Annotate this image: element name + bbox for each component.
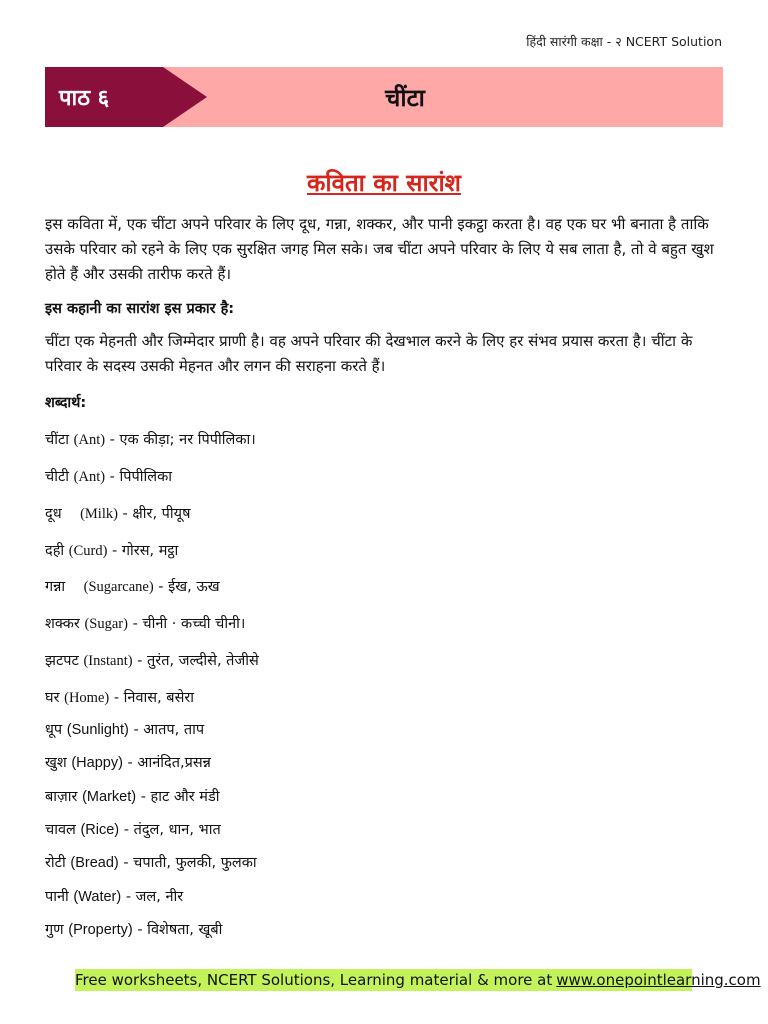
vocab-word: धूप bbox=[45, 722, 63, 738]
vocab-item bbox=[45, 719, 204, 739]
vocab-meaning: - क्षीर, पीयूष bbox=[122, 506, 191, 522]
vocab-item bbox=[45, 852, 257, 872]
vocab-item bbox=[45, 466, 172, 486]
lesson-title: चींटा bbox=[385, 83, 425, 112]
vocab-meaning: - एक कीड़ा; नर पिपीलिका। bbox=[109, 432, 256, 448]
vocab-word: खुश bbox=[45, 755, 67, 771]
vocab-english: (Ant) bbox=[73, 469, 106, 485]
lesson-number-tag: पाठ ६ bbox=[45, 67, 163, 127]
vocab-word: गन्ना bbox=[45, 579, 66, 595]
summary-paragraph-2: चींटा एक मेहनती और जिम्मेदार प्राणी है। वह अपने परिवार की देखभाल करने के लिए हर संभव प्रयास करता है। चींटा के परिवार के सदस्य उसकी मेहनत और लगन की सराहना करते हैं। bbox=[45, 332, 693, 375]
summary-paragraph-1: इस कविता में, एक चींटा अपने परिवार के लिए दूध, गन्ना, शक्कर, और पानी इकट्ठा करता है। वह एक घर भी बनाता है ताकि उसके परिवार को रहने के लिए एक सुरक्षित जगह मिल सके। जब चींटा अपने परिवार के लिए ये सब लाता है, तो वे बहुत खुश होते हैं और उसकी तारीफ करते हैं। bbox=[45, 215, 714, 283]
vocab-english: (Sunlight) bbox=[66, 722, 129, 738]
vocab-item bbox=[45, 886, 183, 906]
vocab-meaning: - चपाती, फुलकी, फुलका bbox=[123, 855, 257, 871]
vocab-english: (Curd) bbox=[68, 543, 108, 559]
vocab-word: घर bbox=[45, 690, 60, 706]
vocab-meaning: - निवास, बसेरा bbox=[113, 690, 195, 706]
vocab-meaning: - गोरस, मट्ठा bbox=[112, 543, 179, 559]
vocab-word: चावल bbox=[45, 822, 76, 838]
vocab-english: (Sugarcane) bbox=[83, 579, 154, 595]
vocabulary-heading: शब्दार्थ: bbox=[45, 395, 87, 411]
vocab-word: रोटी bbox=[45, 855, 66, 871]
vocab-english: (Happy) bbox=[71, 755, 123, 771]
vocab-item bbox=[45, 503, 190, 523]
vocab-english: (Water) bbox=[73, 889, 122, 905]
vocab-word: चीटी bbox=[45, 469, 70, 485]
vocab-word: पानी bbox=[45, 889, 69, 905]
vocab-meaning: - आतप, ताप bbox=[133, 722, 205, 738]
vocab-item bbox=[45, 819, 221, 839]
vocab-english: (Instant) bbox=[83, 653, 133, 669]
vocab-item bbox=[45, 576, 220, 596]
vocab-word: दही bbox=[45, 543, 65, 559]
vocab-item bbox=[45, 786, 219, 806]
lesson-tag-arrow bbox=[163, 67, 207, 127]
vocab-word: चींटा bbox=[45, 432, 70, 448]
vocab-english: (Market) bbox=[82, 789, 137, 805]
vocab-meaning: - तंदुल, धान, भात bbox=[123, 822, 221, 838]
vocab-english: (Ant) bbox=[73, 432, 106, 448]
summary-subheading: इस कहानी का सारांश इस प्रकार है: bbox=[45, 301, 235, 317]
lesson-banner bbox=[45, 67, 723, 127]
vocab-word: झटपट bbox=[45, 653, 79, 669]
vocab-word: शक्कर bbox=[45, 616, 80, 632]
vocab-english: (Sugar) bbox=[84, 616, 128, 632]
footer-website-link[interactable]: www.onepointlearning.com bbox=[556, 971, 761, 989]
vocab-english: (Property) bbox=[68, 922, 133, 938]
vocab-item bbox=[45, 540, 178, 560]
vocab-item bbox=[45, 687, 194, 707]
vocab-item bbox=[45, 919, 222, 939]
vocab-english: (Rice) bbox=[80, 822, 120, 838]
vocab-meaning: - तुरंत, जल्दीसे, तेजीसे bbox=[137, 653, 259, 669]
vocab-meaning: - आनंदित,प्रसन्न bbox=[127, 755, 211, 771]
footer-banner bbox=[75, 969, 761, 991]
vocab-word: गुण bbox=[45, 922, 64, 938]
vocab-item bbox=[45, 650, 259, 670]
vocab-word: बाज़ार bbox=[45, 789, 78, 805]
vocab-word: दूध bbox=[45, 506, 62, 522]
footer-text: Free worksheets, NCERT Solutions, Learning material & more at bbox=[75, 971, 553, 989]
summary-heading: कविता का सारांश bbox=[306, 169, 462, 197]
vocab-english: (Milk) bbox=[80, 506, 118, 522]
vocab-item bbox=[45, 752, 211, 772]
vocab-meaning: - ईख, ऊख bbox=[158, 579, 220, 595]
vocab-meaning: - जल, नीर bbox=[125, 889, 184, 905]
vocab-meaning: - विशेषता, खूबी bbox=[137, 922, 223, 938]
vocab-item bbox=[45, 613, 245, 633]
vocab-meaning: - हाट और मंडी bbox=[140, 789, 220, 805]
vocab-english: (Bread) bbox=[70, 855, 119, 871]
vocab-item bbox=[45, 429, 256, 449]
vocab-english: (Home) bbox=[64, 690, 110, 706]
vocab-meaning: - पिपीलिका bbox=[109, 469, 172, 485]
vocab-meaning: - चीनी · कच्ची चीनी। bbox=[132, 616, 246, 632]
header-subject-line: हिंदी सारंगी कक्षा - २ NCERT Solution bbox=[526, 34, 722, 49]
